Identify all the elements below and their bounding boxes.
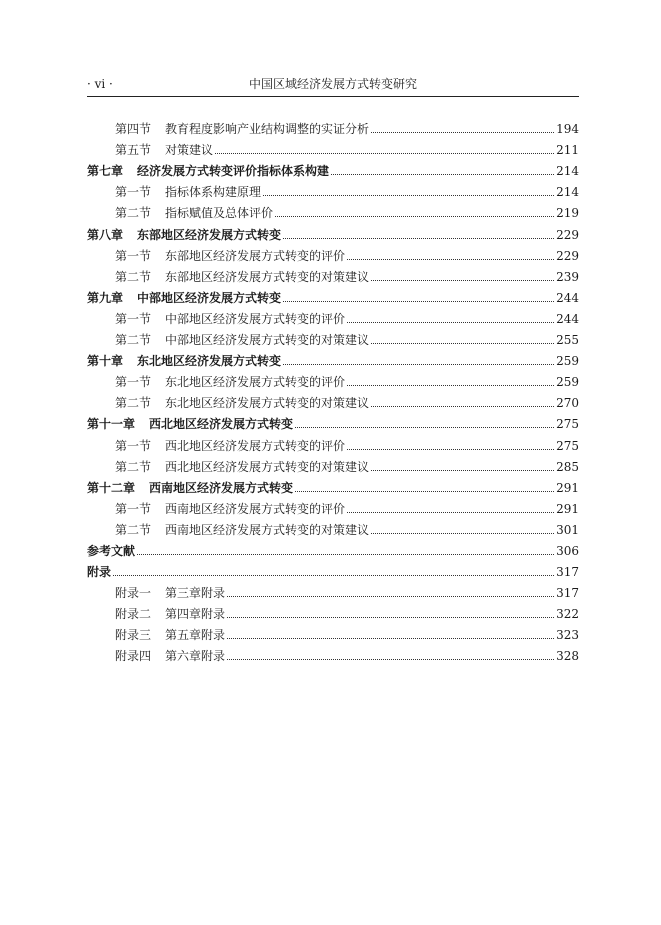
toc-section-entry (87, 264, 579, 285)
toc-section-entry (87, 116, 579, 137)
toc-entry-title: 中部地区经济发展方式转变的对策建议 (165, 333, 370, 348)
toc-entry-number: 附录四 (115, 649, 152, 664)
toc-chapter-entry (87, 475, 579, 496)
dot-leader (371, 280, 554, 281)
dot-leader (347, 512, 554, 513)
toc-entry-page: 244 (556, 311, 579, 326)
toc-entry-page: 322 (556, 607, 579, 622)
table-of-contents (87, 116, 579, 664)
dot-leader (227, 659, 554, 660)
dot-leader (371, 132, 554, 133)
toc-section-entry (87, 601, 579, 622)
dot-leader (371, 343, 554, 344)
toc-entry-number: 第一节 (115, 438, 152, 453)
toc-entry-number: 第九章 (87, 290, 124, 305)
toc-entry-title: 东部地区经济发展方式转变的评价 (165, 248, 346, 263)
toc-entry-title: 中部地区经济发展方式转变 (137, 290, 282, 305)
dot-leader (227, 617, 554, 618)
toc-entry-page: 291 (556, 480, 579, 495)
toc-entry-number: 第一节 (115, 375, 152, 390)
toc-entry-page: 301 (556, 522, 579, 537)
toc-chapter-entry (87, 348, 579, 369)
toc-chapter-entry (87, 559, 579, 580)
toc-entry-number: 第一节 (115, 501, 152, 516)
toc-section-entry (87, 517, 579, 538)
toc-entry-number: 第二节 (115, 459, 152, 474)
toc-entry-title: 东北地区经济发展方式转变的评价 (165, 375, 346, 390)
dot-leader (113, 575, 554, 576)
toc-chapter-entry (87, 285, 579, 306)
toc-entry-title: 第四章附录 (165, 607, 226, 622)
toc-section-entry (87, 432, 579, 453)
toc-entry-page: 317 (556, 565, 579, 580)
toc-entry-number: 第二节 (115, 269, 152, 284)
toc-entry-title: 经济发展方式转变评价指标体系构建 (137, 164, 330, 179)
toc-entry-page: 328 (556, 649, 579, 664)
toc-section-entry (87, 496, 579, 517)
toc-section-entry (87, 622, 579, 643)
dot-leader (215, 153, 554, 154)
dot-leader (283, 301, 554, 302)
toc-entry-number: 附录一 (115, 586, 152, 601)
dot-leader (347, 322, 554, 323)
toc-entry-title: 中部地区经济发展方式转变的评价 (165, 311, 346, 326)
dot-leader (295, 491, 554, 492)
dot-leader (263, 195, 554, 196)
toc-entry-title: 对策建议 (165, 143, 214, 158)
toc-entry-title: 附录 (87, 565, 112, 580)
toc-entry-title: 指标体系构建原理 (165, 185, 262, 200)
toc-entry-title: 第六章附录 (165, 649, 226, 664)
toc-section-entry (87, 327, 579, 348)
toc-entry-title: 西南地区经济发展方式转变的评价 (165, 501, 346, 516)
toc-entry-number: 第二节 (115, 206, 152, 221)
toc-entry-title: 第五章附录 (165, 628, 226, 643)
running-header (87, 76, 579, 97)
dot-leader (371, 533, 554, 534)
dot-leader (275, 216, 554, 217)
page-number: · vi · (87, 77, 113, 91)
toc-entry-page: 194 (556, 122, 579, 137)
dot-leader (331, 174, 554, 175)
toc-entry-title: 东部地区经济发展方式转变 (137, 227, 282, 242)
toc-entry-page: 255 (556, 333, 579, 348)
dot-leader (371, 406, 554, 407)
toc-entry-number: 第一节 (115, 185, 152, 200)
toc-entry-page: 317 (556, 586, 579, 601)
toc-section-entry (87, 643, 579, 664)
toc-section-entry (87, 200, 579, 221)
toc-entry-number: 第十二章 (87, 480, 136, 495)
dot-leader (137, 554, 554, 555)
toc-entry-page: 323 (556, 628, 579, 643)
toc-section-entry (87, 179, 579, 200)
toc-chapter-entry (87, 538, 579, 559)
toc-entry-title: 西南地区经济发展方式转变的对策建议 (165, 522, 370, 537)
toc-entry-page: 306 (556, 543, 579, 558)
toc-entry-page: 239 (556, 269, 579, 284)
toc-section-entry (87, 580, 579, 601)
toc-entry-number: 第十章 (87, 354, 124, 369)
toc-entry-number: 第一节 (115, 311, 152, 326)
toc-entry-number: 附录三 (115, 628, 152, 643)
toc-entry-title: 教育程度影响产业结构调整的实证分析 (165, 122, 370, 137)
toc-entry-title: 西南地区经济发展方式转变 (149, 480, 294, 495)
toc-section-entry (87, 369, 579, 390)
toc-entry-title: 第三章附录 (165, 586, 226, 601)
toc-entry-page: 270 (556, 396, 579, 411)
toc-entry-number: 第二节 (115, 396, 152, 411)
toc-entry-title: 西北地区经济发展方式转变 (149, 417, 294, 432)
toc-entry-page: 229 (556, 227, 579, 242)
toc-chapter-entry (87, 158, 579, 179)
toc-section-entry (87, 306, 579, 327)
toc-section-entry (87, 454, 579, 475)
dot-leader (227, 596, 554, 597)
toc-entry-page: 214 (556, 185, 579, 200)
toc-section-entry (87, 137, 579, 158)
toc-entry-number: 第四节 (115, 122, 152, 137)
toc-entry-title: 指标赋值及总体评价 (165, 206, 274, 221)
toc-chapter-entry (87, 221, 579, 242)
toc-entry-number: 第五节 (115, 143, 152, 158)
toc-entry-page: 275 (556, 438, 579, 453)
toc-entry-number: 附录二 (115, 607, 152, 622)
toc-chapter-entry (87, 411, 579, 432)
toc-section-entry (87, 390, 579, 411)
toc-entry-number: 第八章 (87, 227, 124, 242)
running-title: 中国区域经济发展方式转变研究 (248, 77, 417, 91)
toc-entry-page: 229 (556, 248, 579, 263)
dot-leader (371, 470, 554, 471)
toc-entry-number: 第二节 (115, 333, 152, 348)
toc-entry-title: 东部地区经济发展方式转变的对策建议 (165, 269, 370, 284)
toc-entry-number: 第一节 (115, 248, 152, 263)
toc-entry-page: 219 (556, 206, 579, 221)
toc-entry-page: 285 (556, 459, 579, 474)
toc-entry-page: 275 (556, 417, 579, 432)
toc-entry-title: 西北地区经济发展方式转变的对策建议 (165, 459, 370, 474)
toc-entry-page: 291 (556, 501, 579, 516)
toc-entry-page: 214 (556, 164, 579, 179)
dot-leader (347, 385, 554, 386)
toc-entry-number: 第十一章 (87, 417, 136, 432)
toc-entry-page: 244 (556, 290, 579, 305)
toc-entry-number: 第二节 (115, 522, 152, 537)
toc-entry-number: 第七章 (87, 164, 124, 179)
dot-leader (283, 238, 554, 239)
dot-leader (347, 449, 554, 450)
dot-leader (283, 364, 554, 365)
toc-entry-title: 东北地区经济发展方式转变的对策建议 (165, 396, 370, 411)
toc-section-entry (87, 243, 579, 264)
dot-leader (295, 427, 554, 428)
toc-entry-page: 259 (556, 354, 579, 369)
toc-entry-page: 259 (556, 375, 579, 390)
toc-entry-page: 211 (556, 143, 579, 158)
toc-entry-title: 东北地区经济发展方式转变 (137, 354, 282, 369)
dot-leader (227, 638, 554, 639)
toc-entry-title: 西北地区经济发展方式转变的评价 (165, 438, 346, 453)
dot-leader (347, 259, 554, 260)
toc-entry-title: 参考文献 (87, 543, 136, 558)
